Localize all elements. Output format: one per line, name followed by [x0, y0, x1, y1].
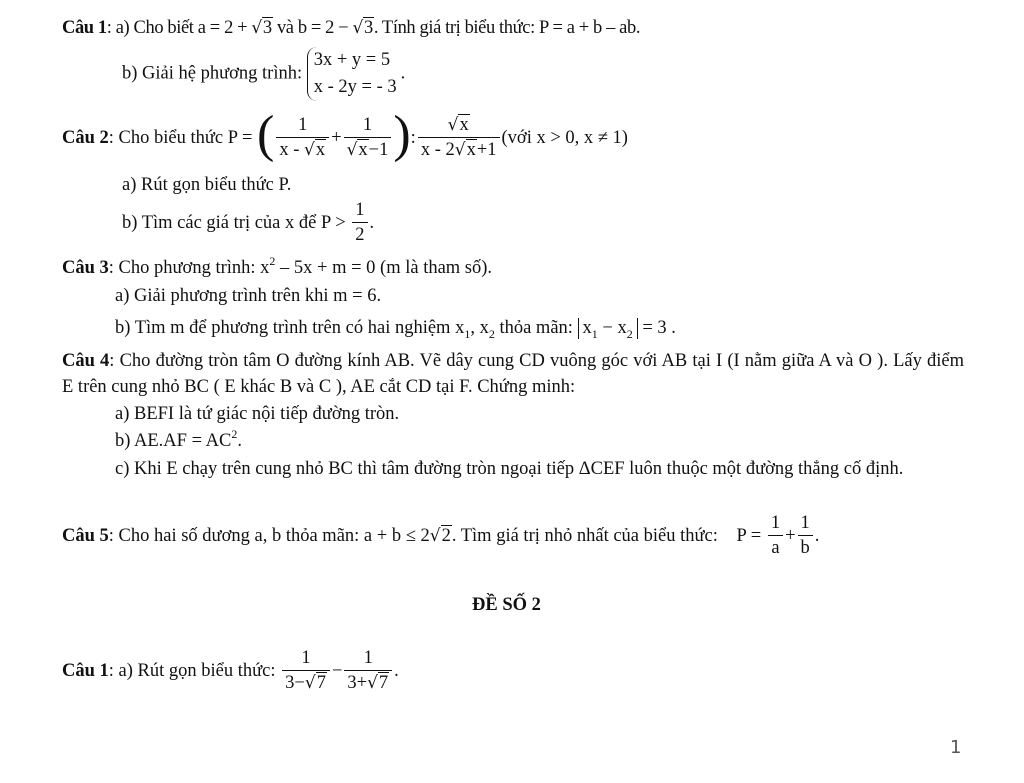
section-heading: ĐỀ SỐ 2	[472, 595, 541, 615]
exam-2-question-1: Câu 1: a) Rút gọn biểu thức: $\frac{1}{3-√7}$ − $\frac{1}{3+√7}$ .	[62, 648, 399, 694]
fraction-1-over-b: $\frac{1}{b}$	[798, 514, 813, 559]
question-4-part-a: a) BEFI là tứ giác nội tiếp đường tròn.	[115, 404, 400, 424]
question-1-part-b: b) Giải hệ phương trình: 3x + y = 5 x - 2y = - 3 .	[122, 47, 405, 101]
question-5-label: Câu 5	[62, 526, 109, 547]
question-3-part-a: a) Giải phương trình trên khi m = 6.	[115, 286, 382, 306]
question-4-statement: Câu 4: Cho đường tròn tâm O đường kính AB. Vẽ dây cung CD vuông góc với AB tại I (I nằm giữa A và O ). Lấy điểm E trên cung nhỏ BC ( E khác B và C ), AE cắt CD tại F. Chứng minh:	[62, 351, 964, 397]
question-2-part-b: b) Tìm các giá trị của x để P > $\frac{1}{2}$ .	[122, 200, 375, 246]
question-4-label: Câu 4	[62, 351, 110, 371]
page-number: 1	[950, 737, 962, 758]
fraction-3: $\frac{√x}{x - 2√x+1}$	[418, 116, 500, 161]
question-3-intro: Câu 3: Cho phương trình: $x^2 - 5x + m = 0$ (m là tham số).	[62, 254, 493, 278]
equation-system: 3x + y = 5 x - 2y = - 3	[307, 47, 401, 101]
fraction-1: $\frac{1}{x - √x}$	[276, 116, 329, 161]
question-2-part-a: a) Rút gọn biểu thức P.	[122, 175, 292, 195]
fraction-2: $\frac{1}{√x-1}$	[344, 116, 392, 161]
question-1-part-a: Câu 1: a) Cho biết a = 2 + √3 và b = 2 − √3. Tính giá trị biểu thức: P = a + b – ab.	[62, 18, 641, 38]
question-5: Câu 5: Cho hai số dương a, b thỏa mãn: a + b ≤ 2√2. Tìm giá trị nhỏ nhất của biểu thức: P = $\frac{1}{a}$ + $\frac{1}{b}$ .	[62, 513, 820, 559]
question-1-label: Câu 1	[62, 18, 107, 38]
question-4-part-b: b) $AE.AF = AC^2$.	[115, 427, 242, 451]
absolute-value: $x_1 - x_2$	[578, 318, 638, 339]
exam-2-question-1-label: Câu 1	[62, 661, 109, 682]
sqrt-3-b: √3	[352, 18, 373, 38]
question-3-label: Câu 3	[62, 258, 109, 278]
question-2-expression: Câu 2: Cho biểu thức P = ( $\frac{1}{x - √x}$ + $\frac{1}{√x-1}$ ): $\frac{√x}{x - 2√x+1}$ (với x > 0, x ≠ 1)	[62, 106, 628, 163]
question-2-label: Câu 2	[62, 127, 109, 148]
fraction-one-half: $\frac{1}{2}$	[352, 201, 367, 246]
sqrt-3: √3	[251, 18, 272, 38]
question-3-part-b: b) Tìm m để phương trình trên có hai nghiệm $x_1$, $x_2$ thỏa mãn: $x_1 - x_2 = 3$ .	[115, 318, 676, 341]
fraction-1-over-3-minus-sqrt7: $\frac{1}{3-√7}$	[282, 649, 330, 694]
question-4-part-c: c) Khi E chạy trên cung nhỏ BC thì tâm đường tròn ngoại tiếp ΔCEF luôn thuộc một đường thẳng cố định.	[115, 459, 904, 479]
fraction-1-over-3-plus-sqrt7: $\frac{1}{3+√7}$	[344, 649, 392, 694]
sqrt-2: √2	[429, 526, 451, 547]
fraction-1-over-a: $\frac{1}{a}$	[768, 514, 783, 559]
